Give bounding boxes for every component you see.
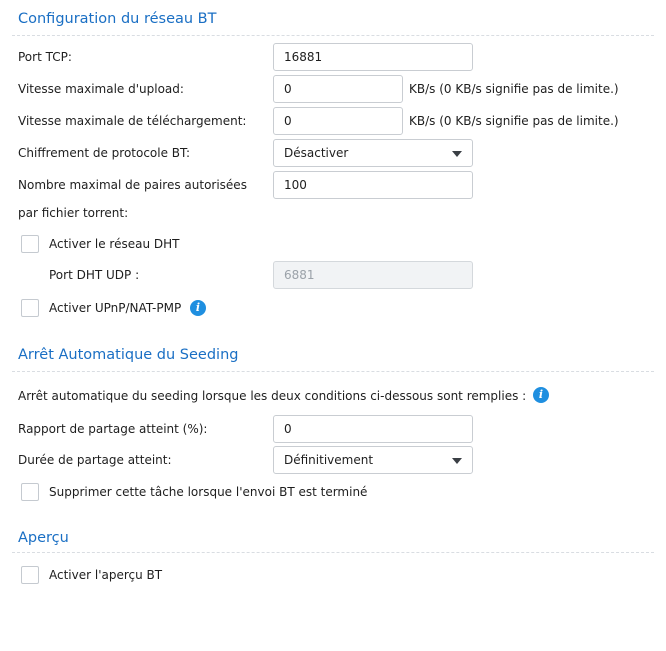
share-ratio-label: Rapport de partage atteint (%): xyxy=(18,422,208,436)
section-title-auto-stop: Arrêt Automatique du Seeding xyxy=(18,347,239,363)
share-duration-selected-value: Définitivement xyxy=(284,453,374,467)
max-download-label: Vitesse maximale de téléchargement: xyxy=(18,114,247,128)
encryption-label: Chiffrement de protocole BT: xyxy=(18,146,191,160)
share-ratio-input[interactable]: 0 xyxy=(273,415,473,443)
section-divider xyxy=(12,371,654,372)
auto-stop-description: Arrêt automatique du seeding lorsque les deux conditions ci-dessous sont remplies : xyxy=(18,389,527,403)
max-download-unit-note: KB/s (0 KB/s signifie pas de limite.) xyxy=(409,114,619,128)
chevron-down-icon xyxy=(452,151,462,157)
max-download-input[interactable]: 0 xyxy=(273,107,403,135)
section-divider xyxy=(12,35,654,36)
section-title-preview: Aperçu xyxy=(18,530,69,546)
remove-task-label: Supprimer cette tâche lorsque l'envoi BT est terminé xyxy=(49,485,368,499)
max-upload-label: Vitesse maximale d'upload: xyxy=(18,82,184,96)
dht-port-input[interactable]: 6881 xyxy=(273,261,473,289)
upnp-label: Activer UPnP/NAT-PMP xyxy=(49,301,182,315)
max-upload-input[interactable]: 0 xyxy=(273,75,403,103)
max-peers-input[interactable]: 100 xyxy=(273,171,473,199)
dht-label: Activer le réseau DHT xyxy=(49,237,180,251)
share-duration-label: Durée de partage atteint: xyxy=(18,453,172,467)
tcp-port-label: Port TCP: xyxy=(18,50,72,64)
section-title-bt-network: Configuration du réseau BT xyxy=(18,11,217,27)
enable-preview-label: Activer l'aperçu BT xyxy=(49,568,163,582)
tcp-port-input[interactable]: 16881 xyxy=(273,43,473,71)
section-divider xyxy=(12,552,654,553)
enable-preview-checkbox[interactable] xyxy=(21,566,39,584)
upnp-checkbox[interactable] xyxy=(21,299,39,317)
encryption-select[interactable] xyxy=(273,139,473,167)
share-duration-select[interactable] xyxy=(273,446,473,474)
remove-task-checkbox[interactable] xyxy=(21,483,39,501)
dht-port-label: Port DHT UDP : xyxy=(49,268,140,282)
info-icon[interactable]: i xyxy=(190,300,206,316)
max-peers-label-line2: par fichier torrent: xyxy=(18,206,129,220)
chevron-down-icon xyxy=(452,458,462,464)
info-icon[interactable]: i xyxy=(533,387,549,403)
encryption-selected-value: Désactiver xyxy=(284,146,349,160)
dht-checkbox[interactable] xyxy=(21,235,39,253)
max-upload-unit-note: KB/s (0 KB/s signifie pas de limite.) xyxy=(409,82,619,96)
max-peers-label-line1: Nombre maximal de paires autorisées xyxy=(18,178,247,192)
